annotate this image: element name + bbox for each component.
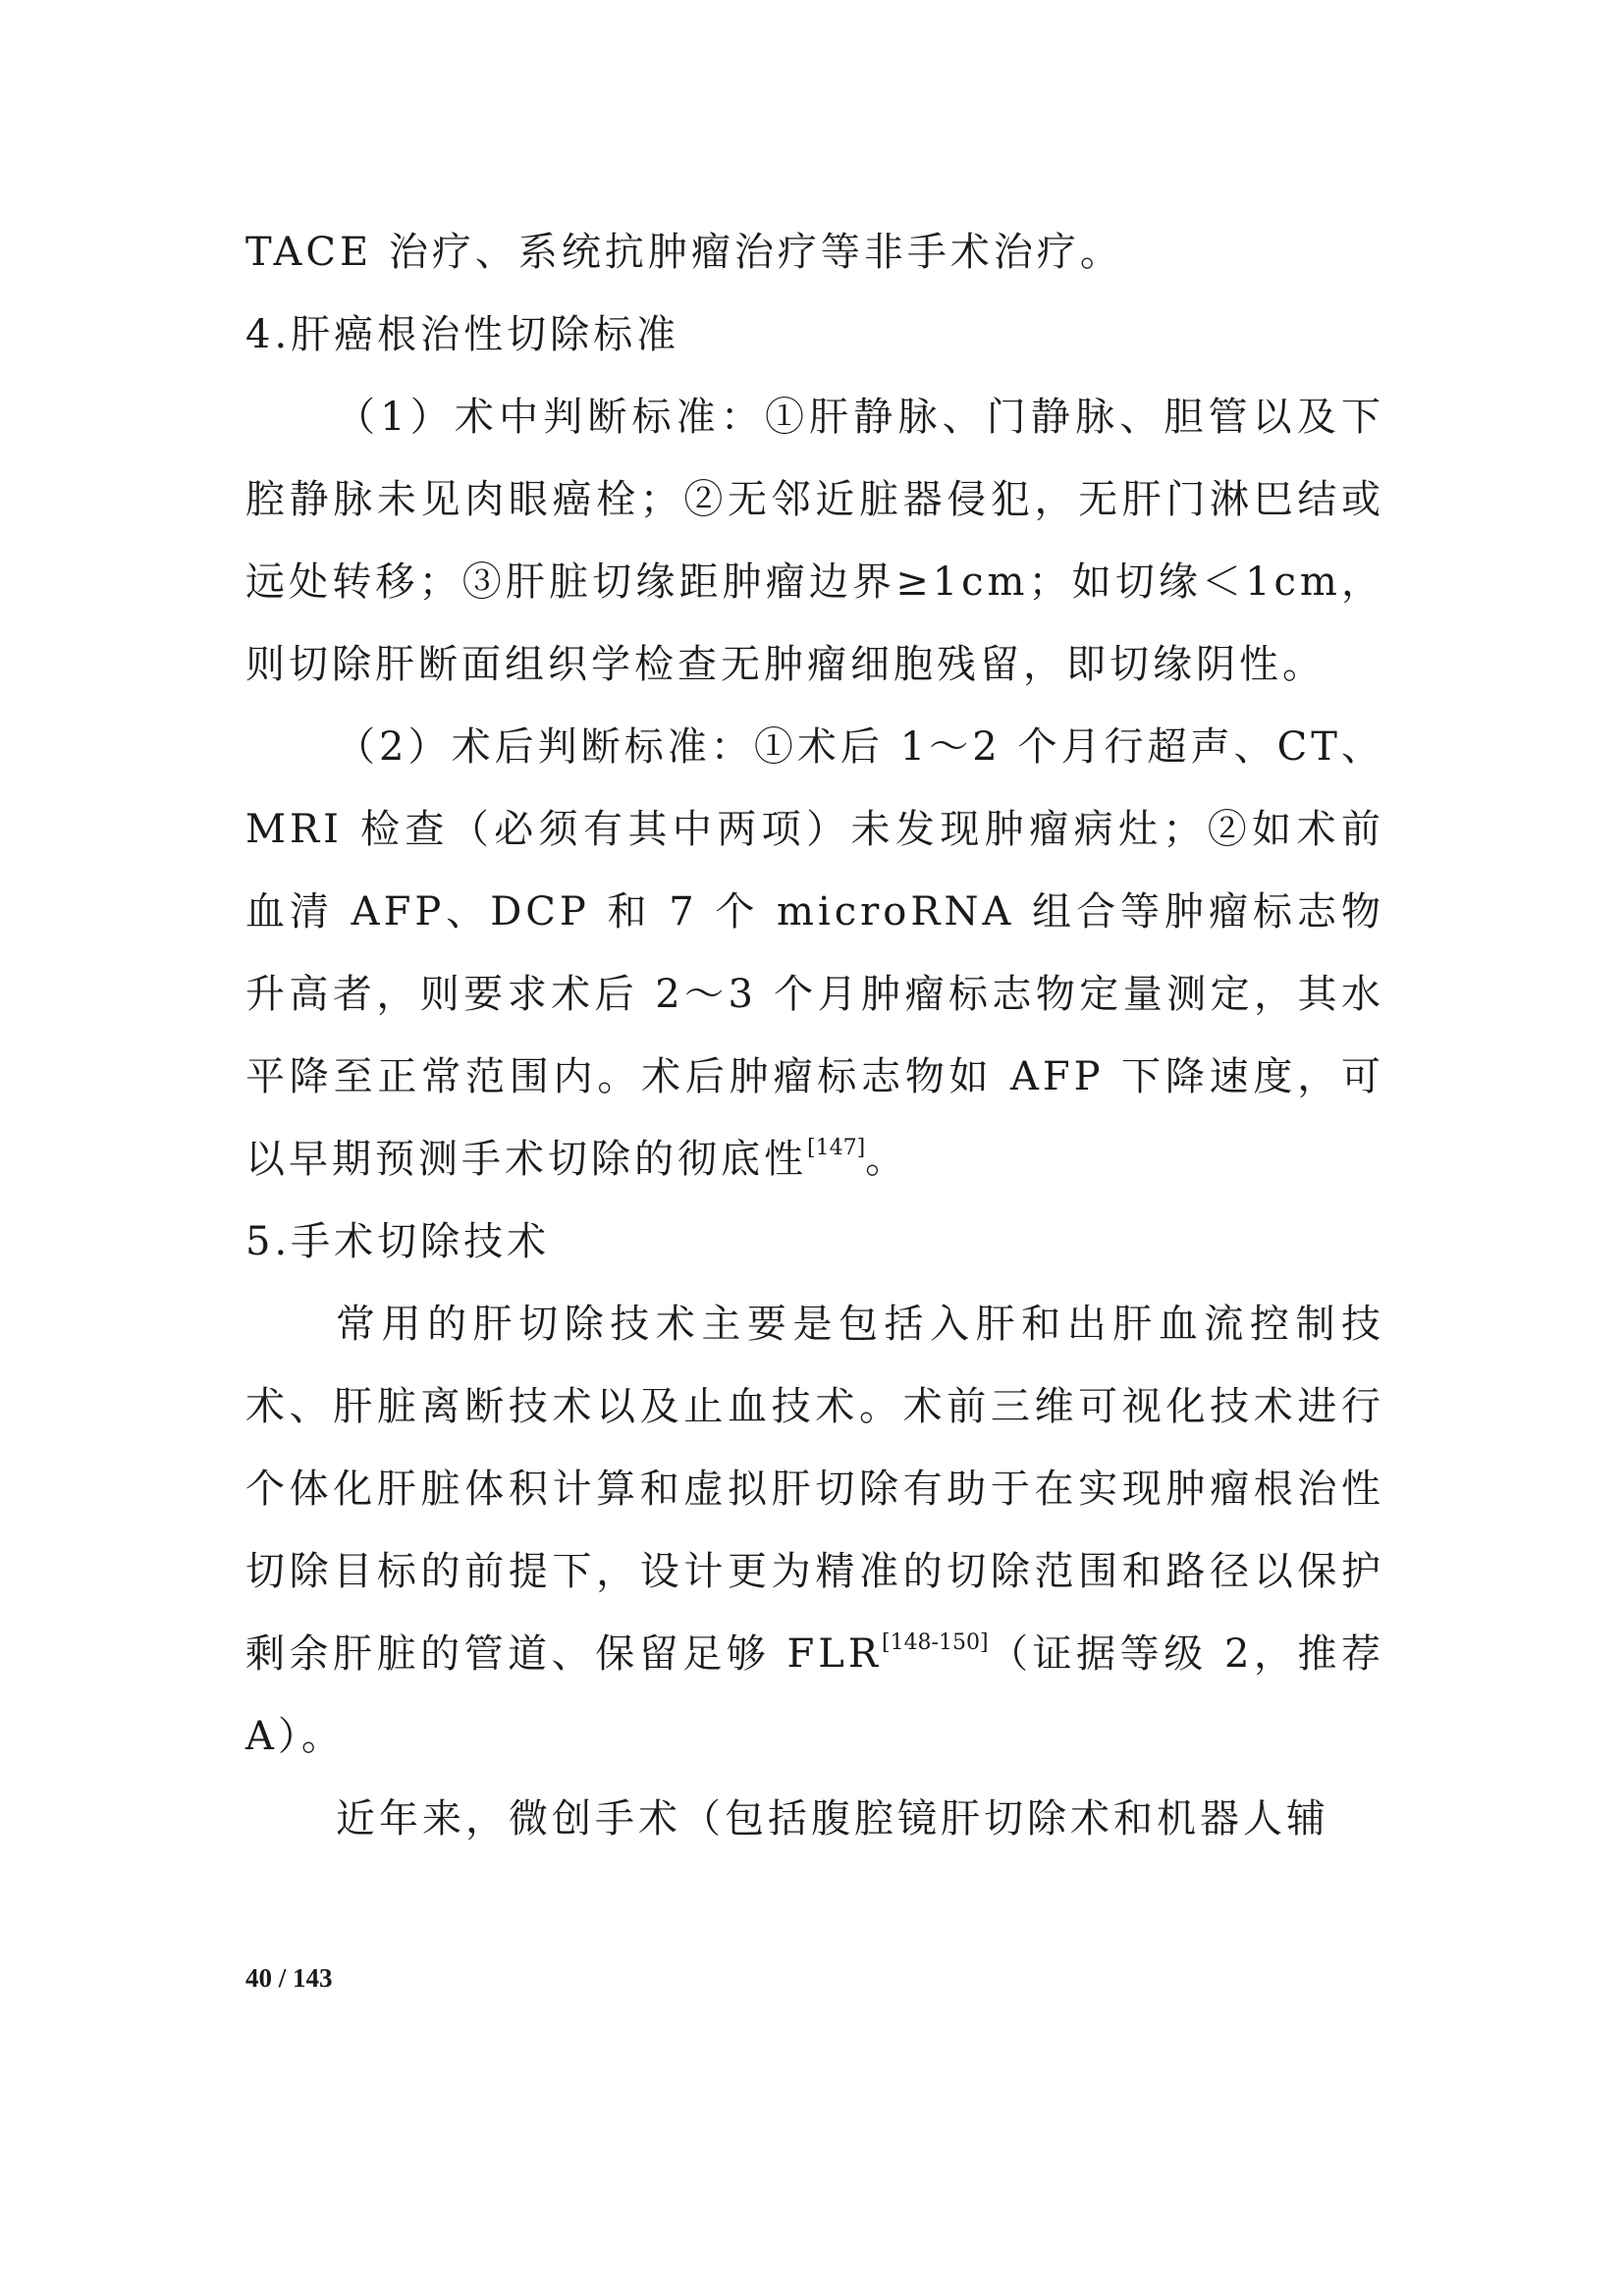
paragraph-minimally-invasive: 近年来，微创手术（包括腹腔镜肝切除术和机器人辅 [336, 1796, 1329, 1842]
section-heading-4: 4.肝癌根治性切除标准 [245, 312, 680, 357]
paragraph-intraop-criteria: （1）术中判断标准：①肝静脉、门静脉、胆管以及下腔静脉未见肉眼癌栓；②无邻近脏器侵犯，无肝门淋巴结或远处转移；③肝脏切缘距肿瘤边界≥1cm；如切缘＜1cm，则切除肝断面组织学检查无肿瘤细胞残留，即切缘阴性。 [245, 395, 1384, 687]
postop-text: （2）术后判断标准：①术后 1～2 个月行超声、CT、MRI 检查（必须有其中两项）未发现肿瘤病灶；②如术前血清 AFP、DCP 和 7 个 microRNA 组合等肿瘤标志物升高者，则要求术后 2～3 个月肿瘤标志物定量测定，其水平降至正常范围内。术后肿瘤标志物如 AFP 下降速度，可以早期预测手术切除的彻底性 [245, 724, 1384, 1182]
technique-text: 常用的肝切除技术主要是包括入肝和出肝血流控制技术、肝脏离断技术以及止血技术。术前三维可视化技术进行个体化肝脏体积计算和虚拟肝切除有助于在实现肿瘤根治性切除目标的前提下，设计更为精准的切除范围和路径以保护剩余肝脏的管道、保留足够 FLR [245, 1302, 1384, 1677]
paragraph-postop-criteria [245, 706, 1384, 1201]
paragraph-resection-technique [245, 1283, 1384, 1778]
paragraph-1: TACE 治疗、系统抗肿瘤治疗等非手术治疗。 [245, 230, 1123, 275]
postop-end: 。 [865, 1137, 909, 1182]
page-number: 40 / 143 [245, 1963, 333, 1993]
body-text [245, 211, 1384, 1860]
section-heading-5: 5.手术切除技术 [245, 1219, 551, 1264]
citation-147: [147] [807, 1136, 866, 1160]
citation-148-150: [148-150] [881, 1630, 989, 1655]
technique-end: （证据等级 2，推荐 A）。 [245, 1631, 1384, 1759]
